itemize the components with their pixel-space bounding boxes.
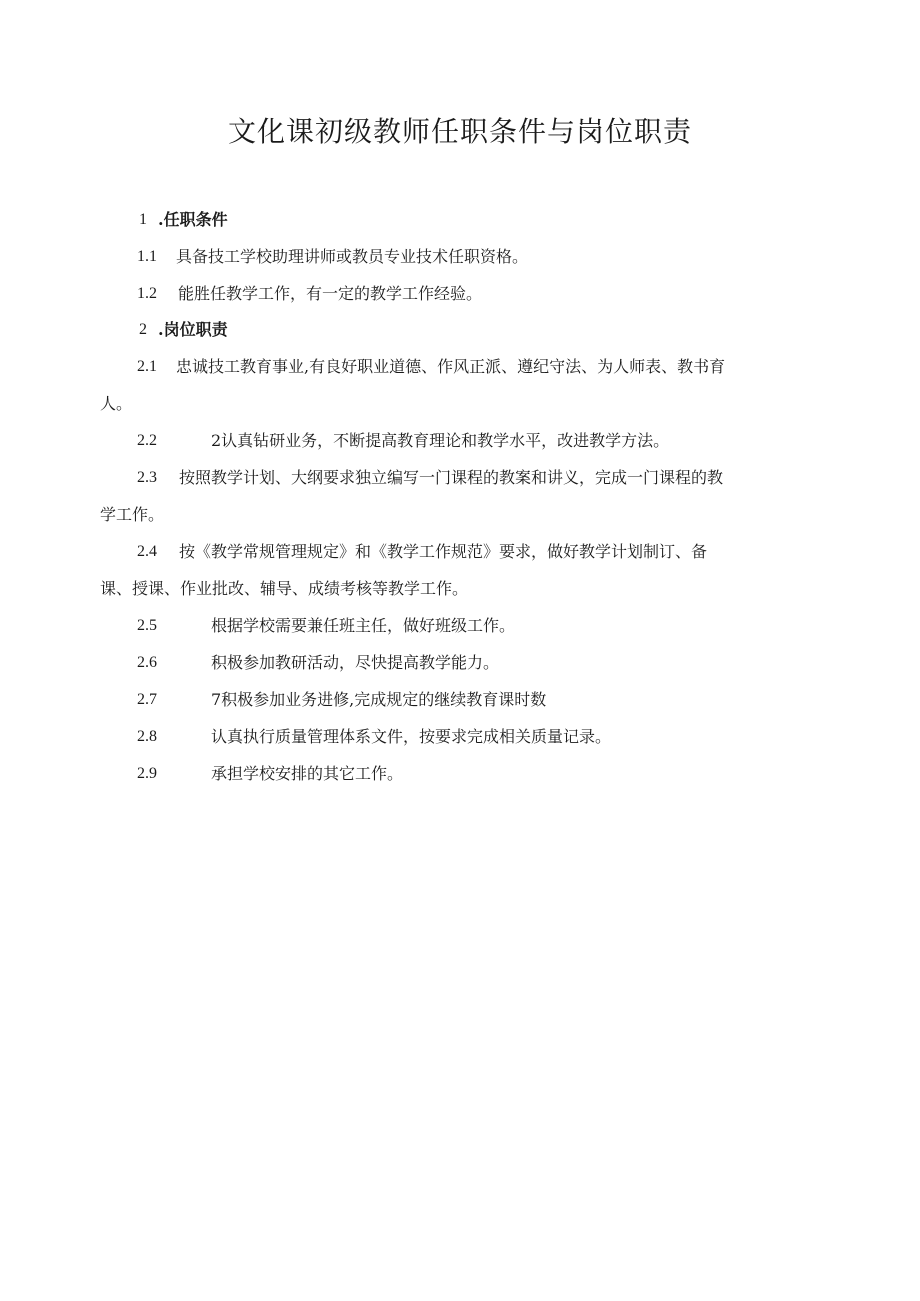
clause-text: 按照教学计划、大纲要求独立编写一门课程的教案和讲义，完成一门课程的教 (179, 468, 724, 487)
clause-text: 根据学校需要兼任班主任，做好班级工作。 (211, 616, 516, 635)
clause-text: 按《教学常规管理规定》和《教学工作规范》要求，做好教学计划制订、备 (179, 542, 708, 561)
clause-number: 2.5 (137, 617, 157, 634)
section-title: .任职条件 (158, 210, 228, 229)
clause-text-continuation: 学工作。 (100, 505, 165, 524)
clause-text-continuation: 人。 (100, 394, 133, 413)
clause-text: 承担学校安排的其它工作。 (211, 764, 404, 783)
clause-number: 2.8 (137, 728, 157, 745)
clause-number: 2.2 (137, 432, 157, 449)
clause-number: 2.7 (137, 691, 157, 708)
clause-text: 认真执行质量管理体系文件，按要求完成相关质量记录。 (211, 727, 612, 746)
clause-number: 2.1 (137, 358, 157, 375)
clause-text-continuation: 课、授课、作业批改、辅导、成绩考核等教学工作。 (100, 579, 469, 598)
clause-text: 2认真钻研业务，不断提高教育理论和教学水平，改进教学方法。 (211, 431, 670, 450)
section-number: 2 (139, 321, 147, 338)
section-title: .岗位职责 (158, 320, 228, 339)
document-title: 文化课初级教师任职条件与岗位职责 (227, 115, 692, 148)
clause-text: 忠诚技工教育事业,有良好职业道德、作风正派、遵纪守法、为人师表、教书育 (176, 357, 726, 376)
clause-number: 1.2 (137, 285, 157, 302)
clause-number: 1.1 (137, 248, 157, 265)
clause-number: 2.4 (137, 543, 157, 560)
section-number: 1 (139, 211, 147, 228)
clause-text: 7积极参加业务进修,完成规定的继续教育课时数 (211, 690, 547, 709)
clause-number: 2.9 (137, 765, 157, 782)
clause-number: 2.3 (137, 469, 157, 486)
clause-text: 积极参加教研活动，尽快提高教学能力。 (211, 653, 500, 672)
clause-number: 2.6 (137, 654, 157, 671)
clause-text: 具备技工学校助理讲师或教员专业技术任职资格。 (176, 247, 529, 266)
clause-text: 能胜任教学工作，有一定的教学工作经验。 (178, 284, 483, 303)
